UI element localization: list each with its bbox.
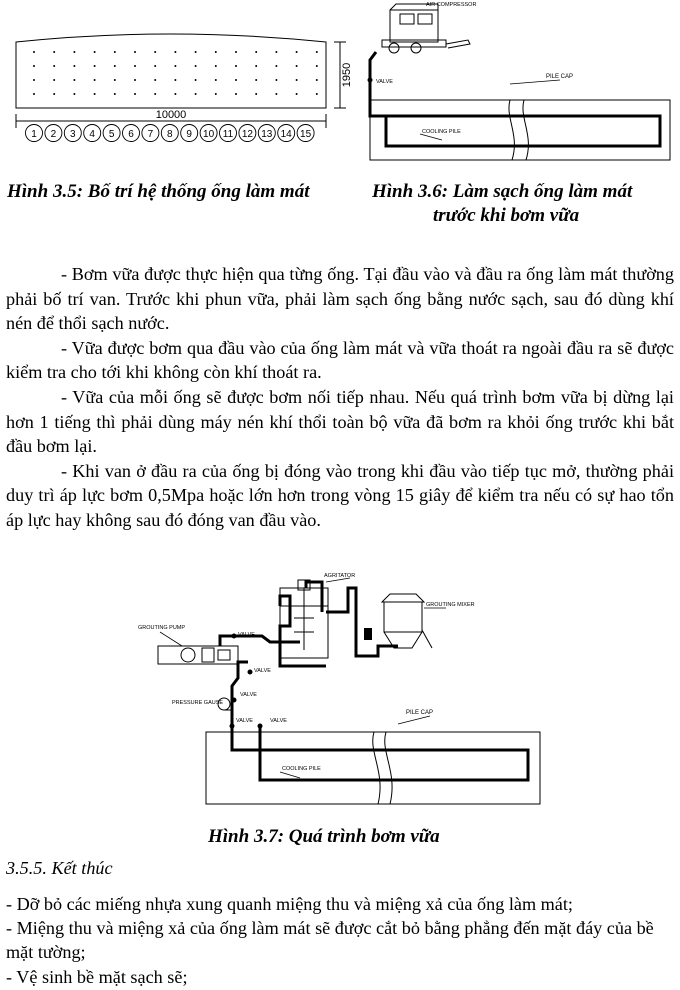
pipe-dot: [33, 93, 35, 95]
pipe-dot: [316, 93, 318, 95]
pipe-number: 11: [222, 129, 234, 140]
pipe-dot-grid: [33, 51, 318, 95]
air-compressor-label: AIR COMPRESSOR: [426, 2, 477, 8]
pipe-dot: [296, 93, 298, 95]
pipe-dot: [53, 79, 55, 81]
pipe-number: 15: [300, 129, 312, 140]
pipe-dot: [235, 65, 237, 67]
caption-figure-3-6-line1: Hình 3.6: Làm sạch ống làm mát: [372, 181, 633, 202]
paragraph-1: - Bơm vữa được thực hiện qua từng ống. Tại đầu vào và đầu ra ống làm mát thường phải bố trí van. Trước khi phun vữa, phải làm sạch ống bằng nước sạch, sau đó dùng khí nén để thổi sạch nước.: [6, 264, 674, 334]
list-item: - Vệ sinh bề mặt sạch sẽ;: [6, 966, 188, 987]
paragraph-3: - Vữa của mỗi ống sẽ được bơm nối tiếp nhau. Nếu quá trình bơm vữa bị dừng lại hơn 1 tiếng thì phải dùng máy nén khí thổi toàn bộ vữa đã bơm ra khỏi ống trước khi bắt đầu bơm lại.: [6, 386, 674, 457]
pipe-dot: [174, 65, 176, 67]
pipe-dot: [174, 93, 176, 95]
figure-3-6: [360, 0, 680, 180]
pipe-dot: [114, 79, 116, 81]
pipe-dot: [215, 79, 217, 81]
pile-cap-label: PILE CAP: [546, 74, 574, 80]
pipe-dot: [73, 93, 75, 95]
pipe-dot: [73, 51, 75, 53]
pipe-dot: [316, 79, 318, 81]
caption-figure-3-5: Hình 3.5: Bố trí hệ thống ống làm mát: [7, 181, 310, 202]
valve-label: VALVE: [270, 718, 287, 724]
pipe-dot: [174, 79, 176, 81]
valve-icon: [258, 724, 263, 729]
pipe-number: 10: [203, 129, 215, 140]
pipe-number: 13: [261, 129, 273, 140]
pipe-dot: [195, 65, 197, 67]
caption-figure-3-7: Hình 3.7: Quá trình bơm vữa: [208, 826, 440, 847]
pipe-dot: [195, 93, 197, 95]
pipe-dot: [296, 65, 298, 67]
pipe-dot: [134, 93, 136, 95]
pipe-dot: [94, 93, 96, 95]
pipe-dot: [296, 51, 298, 53]
valve-icon: [232, 634, 237, 639]
valve-label: VALVE: [236, 718, 253, 724]
paragraph-4: - Khi van ở đầu ra của ống bị đóng vào trong khi đầu vào tiếp tục mở, thường phải duy trì áp lực bơm 0,5Mpa hoặc lớn hơn trong vòng 15 giây để kiểm tra nếu có sự hao tổn áp lực hay không sau đó đóng van đầu vào.: [6, 460, 674, 530]
grouting-mixer-label: GROUTING MIXER: [426, 602, 475, 608]
list-item: - Dỡ bỏ các miếng nhựa xung quanh miệng thu và miệng xả của ống làm mát;: [6, 894, 573, 914]
air-compressor-icon: [382, 4, 470, 53]
pipe-dot: [33, 79, 35, 81]
figure-3-5-drawing: [0, 0, 360, 180]
pipe-number: 14: [280, 129, 292, 140]
pipe-number: 5: [108, 129, 115, 140]
pipe-dot: [275, 93, 277, 95]
pipe-dot: [154, 93, 156, 95]
pipe-dot: [316, 65, 318, 67]
pipe-dot: [235, 93, 237, 95]
figure-3-7-drawing: [130, 566, 560, 816]
pipe-dot: [255, 79, 257, 81]
pipe-dot: [94, 51, 96, 53]
pipe-dot: [94, 79, 96, 81]
figure-3-5: [0, 0, 360, 180]
pipe-dot: [255, 93, 257, 95]
pipe-dot: [73, 79, 75, 81]
pipe-dot: [235, 79, 237, 81]
valve-label: VALVE: [376, 79, 393, 85]
pipe-dot: [33, 65, 35, 67]
pipe-dot: [215, 65, 217, 67]
valve-icon: [368, 78, 373, 83]
pipe-dot: [154, 79, 156, 81]
caption-figure-3-6-line2: trước khi bơm vữa: [433, 205, 580, 226]
pipe-number-row: [26, 125, 315, 142]
valve-label: VALVE: [240, 692, 257, 698]
pipe-dot: [33, 51, 35, 53]
valve-label: VALVE: [254, 668, 271, 674]
valve-icon: [248, 670, 253, 675]
pipe-dot: [94, 65, 96, 67]
pipe-dot: [255, 65, 257, 67]
cooling-pile-label: COOLING PILE: [282, 766, 321, 772]
pipe-dot: [154, 65, 156, 67]
pipe-number: 4: [89, 129, 95, 140]
body-text: [6, 262, 674, 533]
pipe-dot: [73, 65, 75, 67]
pipe-dot: [195, 51, 197, 53]
section-heading: 3.5.5. Kết thúc: [6, 858, 113, 878]
valve-label: VALVE: [238, 632, 255, 638]
pipe-dot: [134, 65, 136, 67]
pipe-number: 2: [50, 129, 57, 140]
pipe-dot: [53, 65, 55, 67]
cooling-pile-label: COOLING PILE: [422, 129, 461, 135]
pipe-number: 3: [70, 129, 76, 140]
figure-3-7: [130, 566, 560, 816]
pipe-dot: [275, 79, 277, 81]
agitator-label: AGRITATOR: [324, 573, 356, 579]
pipe-dot: [53, 93, 55, 95]
pipe-dot: [316, 51, 318, 53]
grouting-pump-label: GROUTING PUMP: [138, 625, 186, 631]
pipe-dot: [275, 51, 277, 53]
pipe-dot: [235, 51, 237, 53]
pipe-dot: [114, 65, 116, 67]
pipe-number: 7: [147, 129, 154, 140]
grouting-mixer-icon: [364, 594, 432, 648]
pipe-number: 8: [167, 129, 173, 140]
pipe-dot: [215, 93, 217, 95]
pipe-number: 1: [31, 129, 37, 140]
bullet-list: [6, 892, 674, 989]
height-dimension-label: 1950: [341, 62, 353, 88]
pipe-dot: [114, 51, 116, 53]
width-dimension-label: 10000: [155, 109, 187, 121]
pipe-dot: [255, 51, 257, 53]
list-item: - Miệng thu và miệng xả của ống làm mát sẽ được cắt bỏ bằng phẳng đến mặt đáy của bề mặt tường;: [6, 918, 654, 963]
pipe-number: 12: [241, 129, 253, 140]
pipe-dot: [53, 51, 55, 53]
pipe-dot: [296, 79, 298, 81]
figure-3-6-drawing: [360, 0, 680, 180]
pipe-dot: [154, 51, 156, 53]
pipe-dot: [134, 79, 136, 81]
pipe-dot: [195, 79, 197, 81]
grouting-pump-icon: [158, 646, 238, 664]
valve-icon: [232, 698, 237, 703]
pipe-dot: [174, 51, 176, 53]
pipe-dot: [134, 51, 136, 53]
pipe-dot: [215, 51, 217, 53]
pipe-number: 6: [128, 129, 134, 140]
pipe-dot: [275, 65, 277, 67]
pipe-number: 9: [186, 129, 192, 140]
pile-cap-label: PILE CAP: [406, 710, 434, 716]
pipe-dot: [114, 93, 116, 95]
paragraph-2: - Vữa được bơm qua đầu vào của ống làm mát và vữa thoát ra ngoài đầu ra sẽ được kiểm tra cho tới khi không còn khí thoát ra.: [6, 337, 674, 383]
pressure-gauge-label: PRESSURE GAUSE: [172, 700, 224, 706]
